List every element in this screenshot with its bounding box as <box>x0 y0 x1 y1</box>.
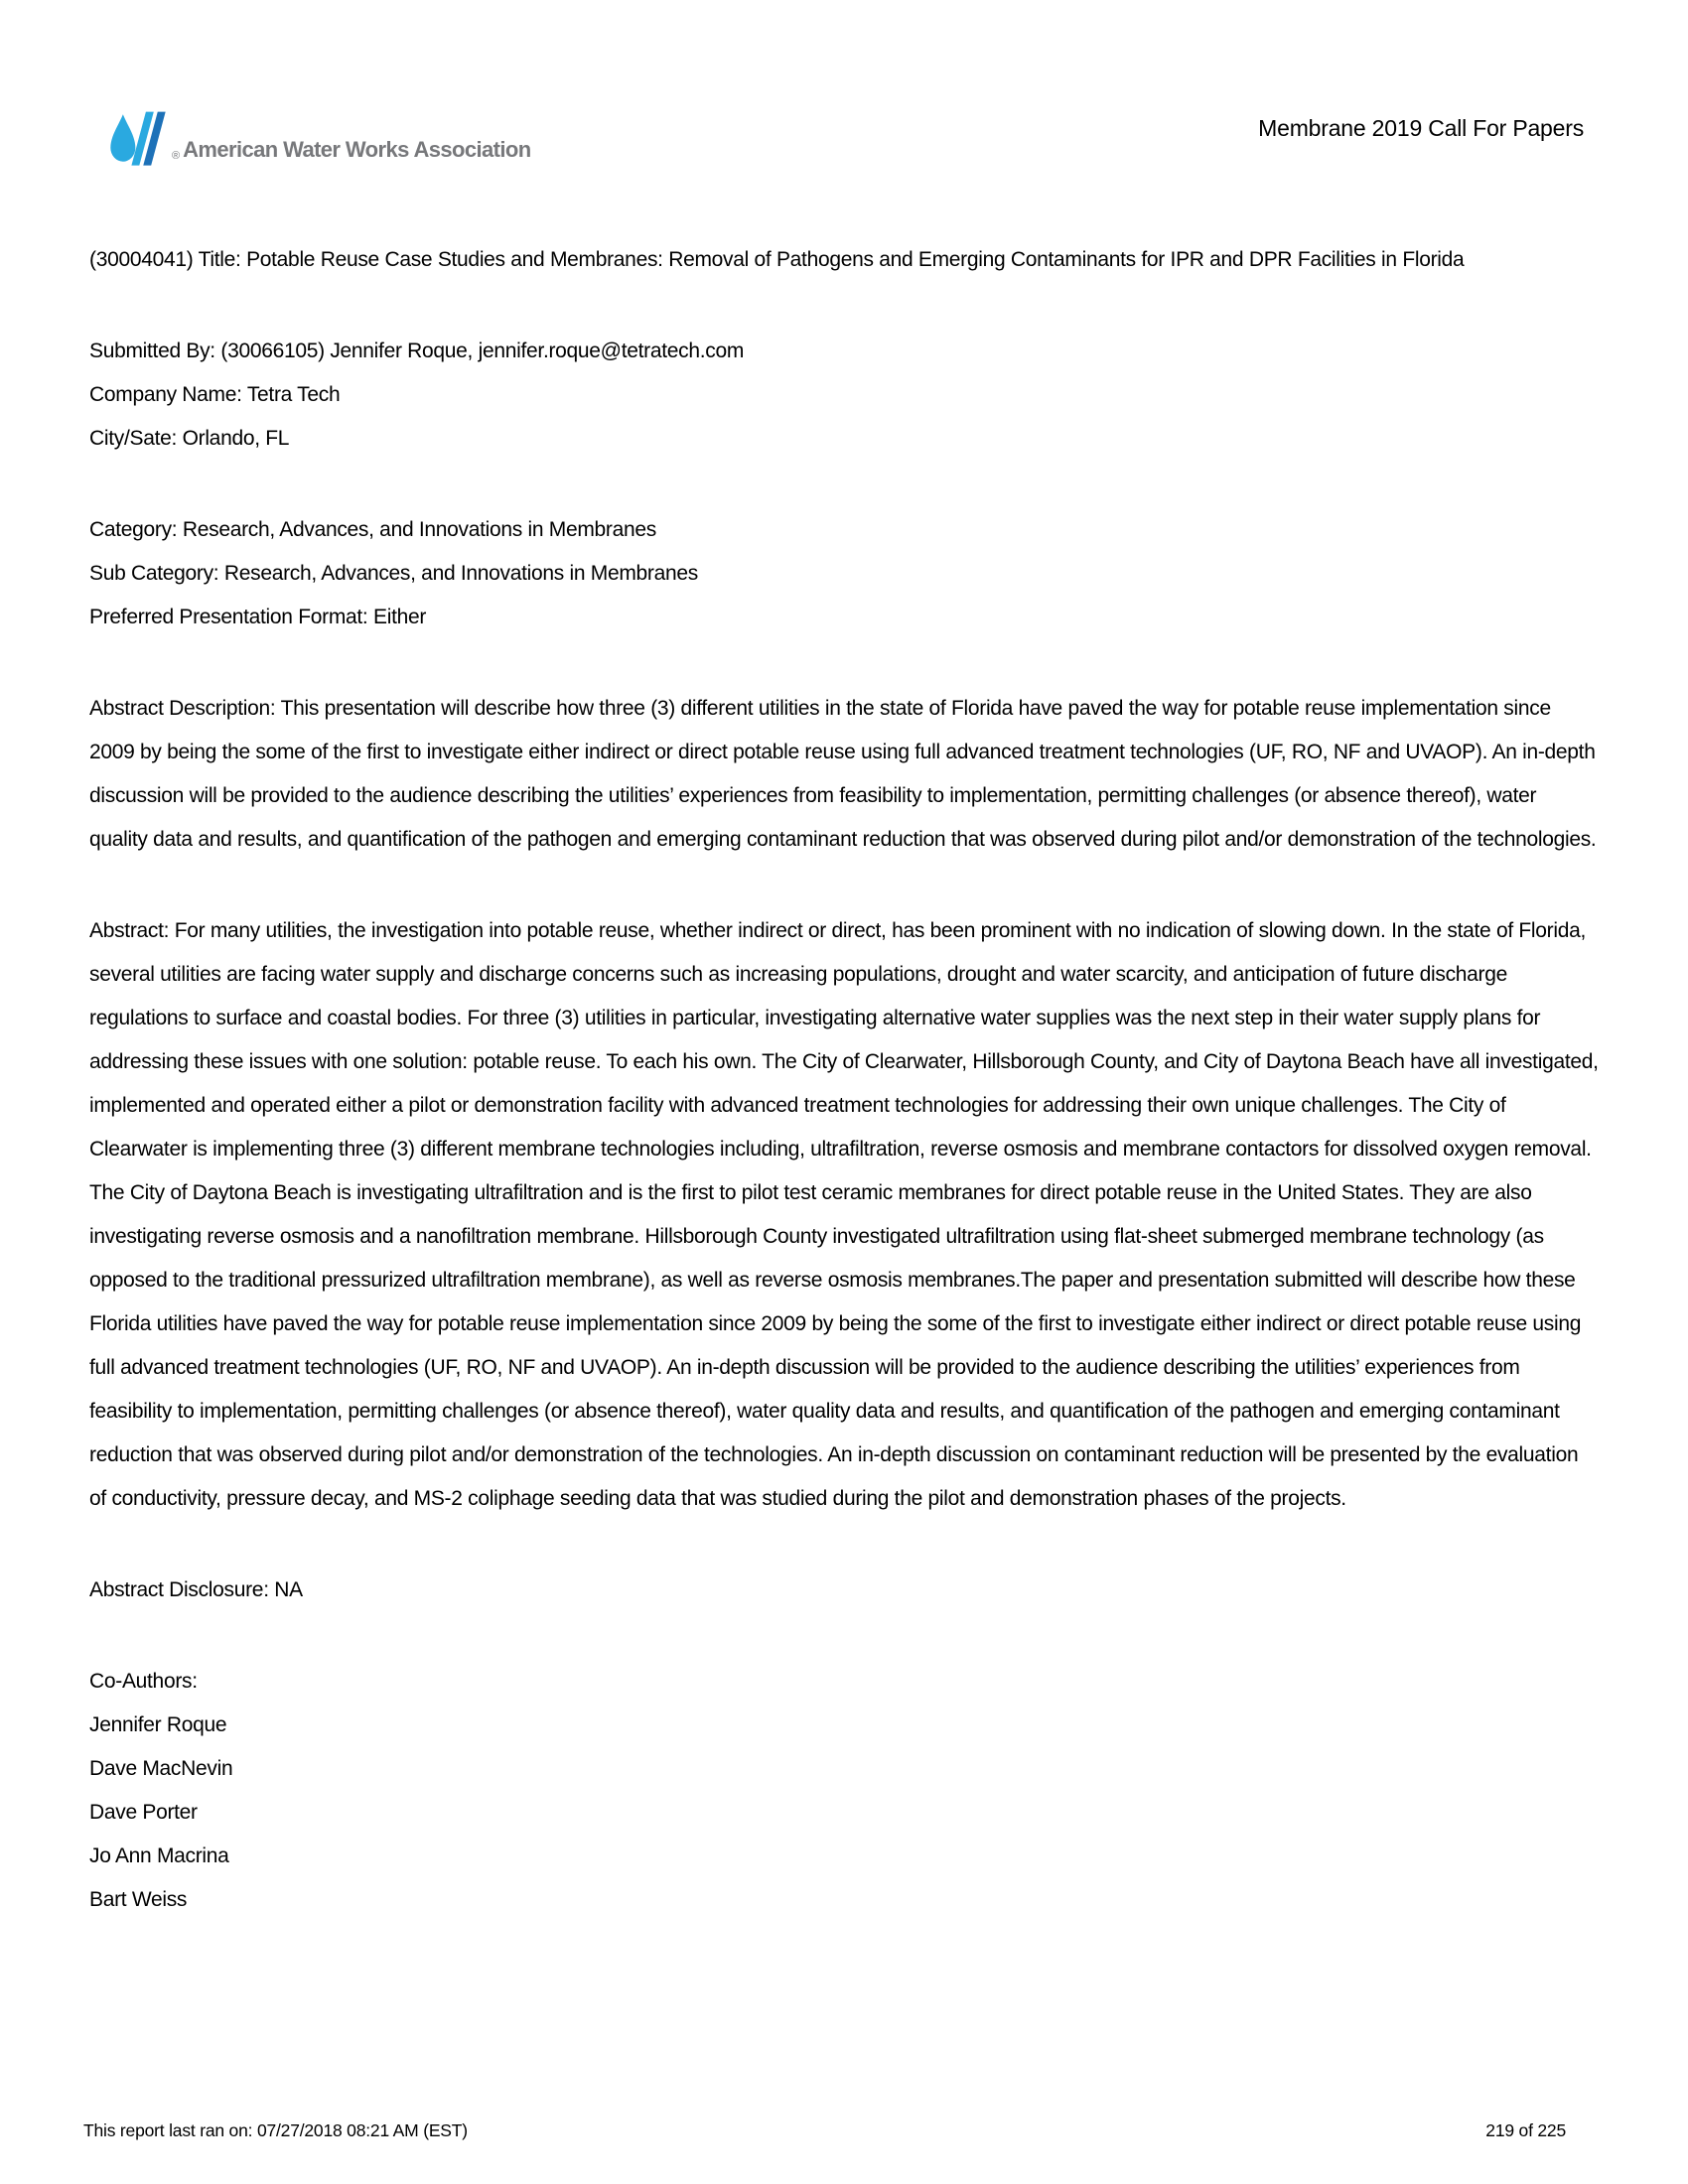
category-label: Category: <box>89 518 178 541</box>
city-state-line <box>89 417 1599 461</box>
awwa-logo-wordmark: American Water Works Association <box>183 137 531 162</box>
sub-category-value: Research, Advances, and Innovations in Membranes <box>223 562 698 585</box>
category-value: Research, Advances, and Innovations in Membranes <box>182 518 656 541</box>
category-line <box>89 508 1599 552</box>
preferred-format-label: Preferred Presentation Format: <box>89 606 368 628</box>
abstract-disclosure-value: NA <box>274 1578 303 1601</box>
co-author-name: Jennifer Roque <box>89 1713 227 1736</box>
footer-page-number: 219 of 225 <box>1485 2120 1566 2140</box>
abstract-description-label: Abstract Description: <box>89 697 276 720</box>
abstract-value: For many utilities, the investigation into potable reuse, whether indirect or direct, has been prominent with no indication of slowing down. In the state of Florida, several utilities are facing water supply and discharge concerns such as increasing populations, drought and water scarcity, and anticipation of future discharge regulations to surface and coastal bodies. For three (3) utilities in particular, investigating alternative water supplies was the next step in their water supply plans for addressing these issues with one solution: potable reuse. To each his own. The City of Clearwater, Hillsborough County, and City of Daytona Beach have all investigated, implemented and operated either a pilot or demonstration facility with advanced treatment technologies for addressing their own unique challenges. The City of Clearwater is implementing three (3) different membrane technologies including, ultrafiltration, reverse osmosis and membrane contactors for dissolved oxygen removal. The City of Daytona Beach is investigating ultrafiltration and is the first to pilot test ceramic membranes for direct potable reuse in the United States. They are also investigating reverse osmosis and a nanofiltration membrane. Hillsborough County investigated ultrafiltration using flat-sheet submerged membrane technology (as opposed to the traditional pressurized ultrafiltration membrane), as well as reverse osmosis membranes.The paper and presentation submitted will describe how these Florida utilities have paved the way for potable reuse implementation since 2009 by being the some of the first to investigate either indirect or direct potable reuse using full advanced treatment technologies (UF, RO, NF and UVAOP). An in-depth discussion will be provided to the audience describing the utilities’ experiences from feasibility to implementation, permitting challenges (or absence thereof), water quality data and results, and quantification of the pathogen and emerging contaminant reduction that was observed during pilot and/or demonstration of the technologies. An in-depth discussion on contaminant reduction will be presented by the evaluation of conductivity, pressure decay, and MS-2 coliphage seeding data that was studied during the pilot and demonstration phases of the projects. <box>89 919 1599 1510</box>
preferred-format-line <box>89 596 1599 639</box>
page-footer <box>83 2120 1566 2141</box>
preferred-format-value: Either <box>373 606 427 628</box>
abstract-disclosure-paragraph <box>89 1569 1599 1612</box>
submitted-by-line <box>89 330 1599 373</box>
category-block <box>89 508 1599 639</box>
sub-category-line <box>89 552 1599 596</box>
city-state-label: City/Sate: <box>89 427 178 450</box>
co-author-name: Jo Ann Macrina <box>89 1844 229 1867</box>
abstract-disclosure-label: Abstract Disclosure: <box>89 1578 269 1601</box>
awwa-logo <box>105 109 531 167</box>
report-body <box>89 238 1599 1922</box>
company-name-label: Company Name: <box>89 383 242 406</box>
submission-title-value: Potable Reuse Case Studies and Membranes: Removal of Pathogens and Emerging Contaminants for IPR and DPR Facilities in Florida <box>246 248 1465 271</box>
submission-title-paragraph <box>89 238 1599 282</box>
co-author-name: Dave MacNevin <box>89 1757 233 1780</box>
co-author-name: Dave Porter <box>89 1801 198 1824</box>
company-name-line <box>89 373 1599 417</box>
submitted-by-value: (30066105) Jennifer Roque, jennifer.roque@tetratech.com <box>220 340 745 362</box>
co-authors-block <box>89 1660 1599 1922</box>
abstract-label: Abstract: <box>89 919 170 942</box>
footer-last-ran-text: This report last ran on: 07/27/2018 08:21 AM (EST) <box>83 2120 468 2140</box>
sub-category-label: Sub Category: <box>89 562 219 585</box>
submitter-block <box>89 330 1599 461</box>
abstract-description-value: This presentation will describe how three (3) different utilities in the state of Florida have paved the way for potable reuse implementation since 2009 by being the some of the first to investigate either indirect or direct potable reuse using full advanced treatment technologies (UF, RO, NF and UVAOP). An in-depth discussion will be provided to the audience describing the utilities’ experiences from feasibility to implementation, permitting challenges (or absence thereof), water quality data and results, and quantification of the pathogen and emerging contaminant reduction that was observed during pilot and/or demonstration of the technologies. <box>89 697 1597 851</box>
submitted-by-label: Submitted By: <box>89 340 215 362</box>
registered-trademark-symbol: ® <box>172 150 181 162</box>
co-author-name: Bart Weiss <box>89 1888 188 1911</box>
page-header <box>105 109 1584 167</box>
report-title: Membrane 2019 Call For Papers <box>1258 115 1584 141</box>
company-name-value: Tetra Tech <box>246 383 341 406</box>
abstract-description-paragraph <box>89 687 1599 862</box>
abstract-paragraph <box>89 909 1599 1521</box>
co-authors-label: Co-Authors: <box>89 1670 198 1693</box>
awwa-water-drop-icon <box>105 109 171 167</box>
submission-title-label: (30004041) Title: <box>89 248 241 271</box>
city-state-value: Orlando, FL <box>182 427 290 450</box>
